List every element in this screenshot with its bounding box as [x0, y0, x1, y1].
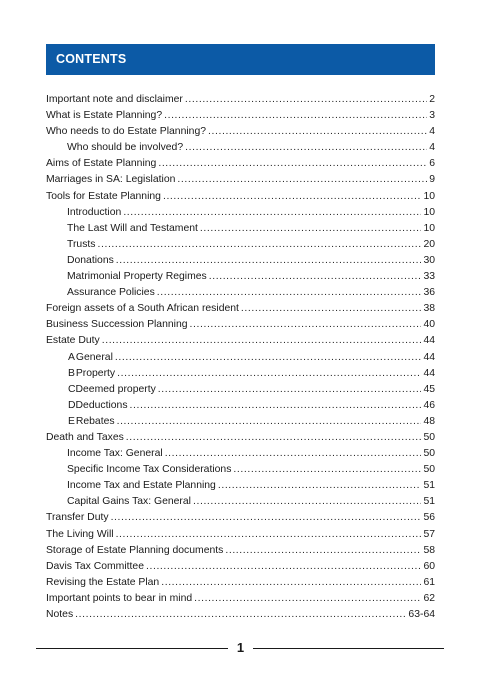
toc-dot-leader	[209, 269, 422, 285]
toc-entry-page: 48	[423, 415, 435, 427]
toc-dot-leader	[164, 108, 427, 124]
toc-entry[interactable]	[46, 559, 435, 575]
toc-dot-leader	[116, 253, 422, 269]
toc-entry[interactable]	[46, 414, 435, 430]
toc-entry[interactable]	[46, 494, 435, 510]
toc-entry-page: 56	[423, 512, 435, 524]
toc-dot-leader	[218, 478, 422, 494]
toc-entry[interactable]	[46, 430, 435, 446]
toc-entry[interactable]	[46, 591, 435, 607]
toc-entry[interactable]	[46, 510, 435, 526]
toc-dot-leader	[193, 494, 421, 510]
toc-entry-title: Revising the Estate Plan	[46, 576, 160, 588]
toc-entry-page: 30	[423, 254, 435, 266]
toc-entry-title: Tools for Estate Planning	[46, 190, 161, 202]
toc-dot-leader	[111, 510, 422, 526]
toc-entry[interactable]	[46, 607, 435, 623]
toc-dot-leader	[102, 333, 422, 349]
toc-entry-title: The Last Will and Testament	[67, 222, 198, 234]
toc-entry-page: 51	[423, 496, 435, 508]
toc-entry[interactable]	[46, 382, 435, 398]
toc-dot-leader	[208, 124, 427, 140]
toc-entry-page: 9	[429, 174, 435, 186]
toc-entry-page: 44	[423, 367, 435, 379]
toc-entry-letter: E	[68, 415, 75, 427]
toc-entry[interactable]	[46, 285, 435, 301]
toc-entry-letter: B	[68, 367, 75, 379]
toc-entry-letter: D	[68, 399, 76, 411]
toc-dot-leader	[157, 285, 422, 301]
toc-entry-page: 40	[423, 319, 435, 331]
toc-dot-leader	[158, 156, 427, 172]
toc-entry-page: 10	[423, 206, 435, 218]
toc-entry-page: 20	[423, 238, 435, 250]
toc-entry-title: Specific Income Tax Considerations	[67, 464, 232, 476]
toc-entry-title: Davis Tax Committee	[46, 560, 144, 572]
toc-entry-title: Estate Duty	[46, 335, 100, 347]
toc-entry[interactable]	[46, 269, 435, 285]
toc-entry-page: 33	[423, 271, 435, 283]
toc-entry-title: Deemed property	[75, 383, 156, 395]
toc-entry-page: 50	[423, 431, 435, 443]
toc-entry-page: 10	[423, 190, 435, 202]
toc-entry-page: 50	[423, 448, 435, 460]
toc-entry[interactable]	[46, 350, 435, 366]
toc-entry-title: What is Estate Planning?	[46, 110, 163, 122]
toc-entry-page: 4	[429, 142, 435, 154]
toc-dot-leader	[75, 607, 406, 623]
toc-entry-title: Transfer Duty	[46, 512, 109, 524]
toc-entry[interactable]	[46, 172, 435, 188]
footer-rule-right	[253, 648, 444, 649]
toc-dot-leader	[115, 350, 422, 366]
toc-dot-leader	[190, 317, 422, 333]
toc-entry[interactable]	[46, 237, 435, 253]
toc-entry-title: Who needs to do Estate Planning?	[46, 126, 207, 138]
toc-entry-title: Important note and disclaimer	[46, 94, 183, 105]
toc-entry[interactable]	[46, 446, 435, 462]
toc-entry-page: 38	[423, 303, 435, 315]
toc-entry-page: 10	[423, 222, 435, 234]
toc-dot-leader	[165, 446, 422, 462]
toc-dot-leader	[241, 301, 422, 317]
toc-entry-title: Matrimonial Property Regimes	[67, 271, 207, 283]
toc-dot-leader	[158, 382, 422, 398]
toc-dot-leader	[200, 221, 422, 237]
toc-entry-title: Aims of Estate Planning	[46, 158, 157, 170]
toc-entry-page: 3	[429, 110, 435, 122]
toc-dot-leader	[185, 140, 427, 156]
toc-entry-page: 51	[423, 480, 435, 492]
toc-entry[interactable]	[46, 301, 435, 317]
toc-entry-title: Property	[75, 367, 116, 379]
toc-dot-leader	[117, 366, 421, 382]
toc-dot-leader	[233, 462, 421, 478]
toc-dot-leader	[163, 189, 421, 205]
toc-entry[interactable]	[46, 478, 435, 494]
toc-dot-leader	[123, 205, 421, 221]
toc-dot-leader	[126, 430, 422, 446]
table-of-contents	[46, 92, 435, 623]
toc-dot-leader	[130, 398, 422, 414]
toc-dot-leader	[117, 414, 422, 430]
toc-dot-leader	[161, 575, 421, 591]
toc-entry-title: Death and Taxes	[46, 431, 124, 443]
toc-entry[interactable]	[46, 156, 435, 172]
footer-rule-left	[36, 648, 228, 649]
toc-entry[interactable]	[46, 108, 435, 124]
toc-entry[interactable]	[46, 527, 435, 543]
toc-entry-page: 36	[423, 287, 435, 299]
contents-banner	[46, 44, 435, 75]
toc-entry-title: Income Tax: General	[67, 448, 163, 460]
toc-entry[interactable]	[46, 92, 435, 108]
toc-entry[interactable]	[46, 543, 435, 559]
toc-entry-letter: A	[68, 351, 75, 363]
toc-entry-title: Capital Gains Tax: General	[67, 496, 191, 508]
toc-entry[interactable]	[46, 189, 435, 205]
toc-entry-page: 44	[423, 351, 435, 363]
toc-entry-page: 57	[423, 528, 435, 540]
toc-entry-page: 44	[423, 335, 435, 347]
toc-entry-title: Business Succession Planning	[46, 319, 188, 331]
toc-entry-title: Assurance Policies	[67, 287, 155, 299]
contents-heading: CONTENTS	[56, 52, 127, 66]
toc-entry[interactable]	[46, 140, 435, 156]
toc-entry-page: 4	[429, 126, 435, 138]
toc-dot-leader	[194, 591, 421, 607]
toc-entry[interactable]	[46, 333, 435, 349]
toc-dot-leader	[146, 559, 421, 575]
page-number: 1	[236, 640, 245, 655]
toc-entry[interactable]	[46, 398, 435, 414]
toc-entry-page: 62	[423, 592, 435, 604]
toc-entry[interactable]	[46, 124, 435, 140]
toc-entry[interactable]	[46, 366, 435, 382]
toc-entry-page: 50	[423, 464, 435, 476]
toc-entry[interactable]	[46, 205, 435, 221]
toc-entry[interactable]	[46, 317, 435, 333]
toc-entry-title: Deductions	[75, 399, 128, 411]
toc-entry-title: General	[75, 351, 113, 363]
toc-entry-title: Important points to bear in mind	[46, 592, 193, 604]
toc-entry-page: 63-64	[408, 609, 435, 620]
toc-entry-page: 2	[429, 94, 435, 105]
toc-dot-leader	[177, 172, 427, 188]
toc-dot-leader	[97, 237, 421, 253]
toc-entry-title: Trusts	[67, 238, 96, 250]
toc-entry-title: Notes	[46, 609, 74, 620]
toc-entry-title: Donations	[67, 254, 114, 266]
toc-entry-page: 6	[429, 158, 435, 170]
toc-entry[interactable]	[46, 462, 435, 478]
toc-entry-title: Foreign assets of a South African resident	[46, 303, 239, 315]
toc-dot-leader	[225, 543, 421, 559]
toc-entry-page: 61	[423, 576, 435, 588]
toc-entry-title: The Living Will	[46, 528, 114, 540]
toc-entry-title: Storage of Estate Planning documents	[46, 544, 224, 556]
toc-entry-title: Who should be involved?	[67, 142, 184, 154]
toc-entry[interactable]	[46, 221, 435, 237]
toc-entry-title: Introduction	[67, 206, 122, 218]
toc-entry-title: Marriages in SA: Legislation	[46, 174, 176, 186]
toc-entry-letter: C	[68, 383, 76, 395]
toc-entry[interactable]	[46, 575, 435, 591]
toc-entry-title: Income Tax and Estate Planning	[67, 480, 216, 492]
toc-entry[interactable]	[46, 253, 435, 269]
toc-entry-page: 46	[423, 399, 435, 411]
toc-dot-leader	[185, 92, 427, 108]
toc-dot-leader	[116, 527, 422, 543]
toc-entry-page: 45	[423, 383, 435, 395]
toc-entry-title: Rebates	[75, 415, 115, 427]
toc-entry-page: 58	[423, 544, 435, 556]
toc-entry-page: 60	[423, 560, 435, 572]
